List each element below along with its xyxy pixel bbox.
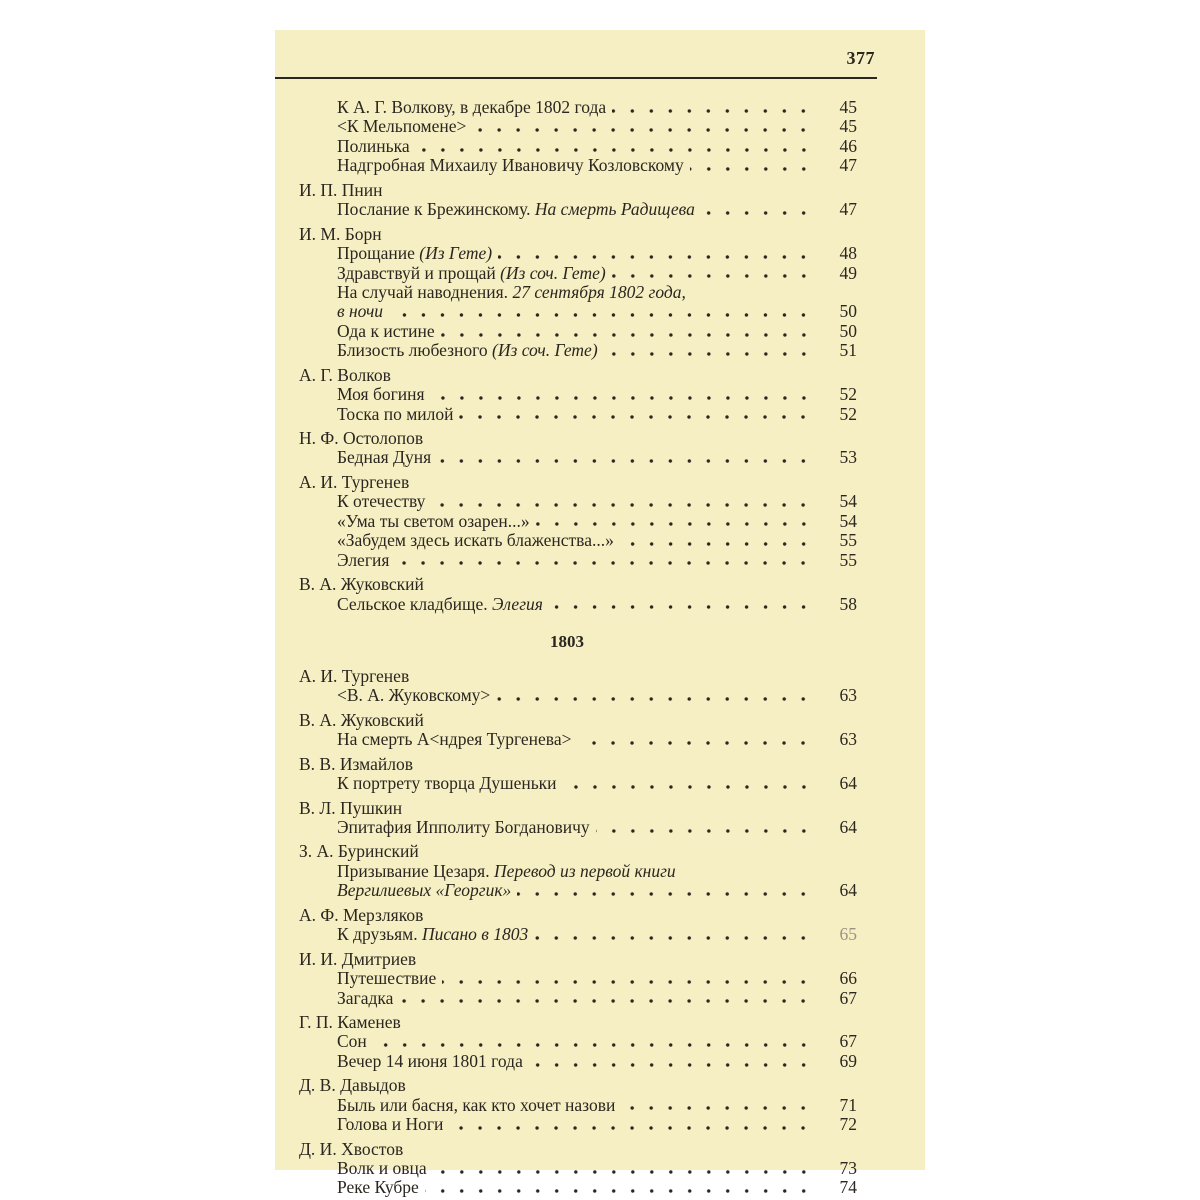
entry-page: 74: [839, 1177, 857, 1198]
entry-page: 63: [839, 729, 857, 750]
dot-leader: [563, 784, 813, 790]
entry-title-text: Быль или басня, как кто хочет назови: [337, 1094, 616, 1115]
toc-entry: [297, 322, 857, 341]
entry-page: 52: [839, 384, 857, 405]
toc-entry: [297, 818, 857, 837]
author-name: А. И. Тургенев: [299, 471, 410, 492]
entry-title-text: Путешествие: [337, 968, 437, 989]
dot-leader: [612, 273, 813, 279]
entry-page: 73: [839, 1158, 857, 1178]
author-name: А. Г. Волков: [299, 364, 391, 385]
entry-title: [337, 1178, 419, 1197]
entry-page: 63: [839, 685, 857, 706]
author-name: Д. В. Давыдов: [299, 1075, 406, 1096]
entry-title-text: «Забудем здесь искать блаженства...»: [337, 530, 614, 551]
dot-leader: [395, 560, 813, 566]
entry-page: 71: [839, 1094, 857, 1115]
toc-entry: [297, 989, 857, 1008]
entry-page: 65: [839, 924, 857, 945]
entry-page: 66: [839, 968, 857, 989]
table-of-contents: [297, 98, 857, 1198]
entry-title: [337, 283, 857, 302]
toc-entry: [297, 117, 857, 136]
toc-entry: [297, 1178, 857, 1197]
author-name: Н. Ф. Остолопов: [299, 428, 424, 448]
author-name: А. Ф. Мерзляков: [299, 904, 424, 925]
entry-title: [337, 200, 695, 219]
entry-title: [337, 1052, 523, 1071]
entry-title: [337, 322, 435, 341]
toc-entry: [297, 862, 857, 881]
dot-leader: [373, 1042, 813, 1048]
author-name: А. И. Тургенев: [299, 665, 410, 686]
entry-title-text: Элегия: [337, 549, 390, 570]
entry-title-text: Сон: [337, 1031, 367, 1052]
dot-leader: [416, 147, 813, 153]
toc-entry: [297, 137, 857, 156]
entry-page: 58: [839, 593, 857, 614]
entry-page: 69: [839, 1050, 857, 1071]
entry-title-text: На смерть А<ндрея Тургенева>: [337, 729, 572, 750]
entry-title-text: Волк и овца: [337, 1158, 427, 1178]
entry-title: [337, 264, 606, 283]
toc-entry: [297, 341, 857, 360]
toc-entry: [297, 925, 857, 944]
entry-title: [337, 492, 425, 511]
entry-page: 45: [839, 116, 857, 137]
dot-leader: [441, 332, 813, 338]
entry-title: [337, 1032, 367, 1051]
entry-title-text: Эпитафия Ипполиту Богдановичу: [337, 817, 590, 837]
entry-title: [337, 595, 543, 614]
entry-title: [337, 925, 528, 944]
entry-title-text: Надгробная Михаилу Ивановичу Козловскому: [337, 155, 684, 176]
entry-title-text: Реке Кубре: [337, 1177, 419, 1198]
entry-title-text: Тоска по милой: [337, 403, 454, 424]
entry-page: 47: [839, 155, 857, 176]
entry-title-text: <В. А. Жуковскому>: [337, 685, 491, 706]
toc-entry: [297, 1115, 857, 1134]
entry-title: [337, 730, 571, 749]
dot-leader: [690, 166, 813, 172]
entry-title: [337, 531, 614, 550]
entry-page: 52: [839, 403, 857, 424]
toc-entry: [297, 1096, 857, 1115]
toc-entry: [297, 264, 857, 283]
dot-leader: [549, 604, 813, 610]
entry-title-text: Здравствуй и прощай: [337, 262, 496, 283]
entry-page: 50: [839, 320, 857, 341]
dot-leader: [425, 1188, 813, 1194]
entry-page: 51: [839, 340, 857, 361]
dot-leader: [472, 127, 813, 133]
entry-page: 54: [839, 491, 857, 512]
entry-continuation: [337, 881, 511, 900]
entry-subtitle: (Из соч. Гете): [492, 340, 598, 361]
toc-entry: [297, 1159, 857, 1178]
dot-leader: [577, 740, 813, 746]
author-name: И. М. Борн: [299, 223, 382, 244]
entry-title: [337, 1159, 427, 1178]
dot-leader: [433, 1169, 813, 1175]
author-name: З. А. Буринский: [299, 841, 419, 862]
toc-entry: [297, 385, 857, 404]
entry-title: [337, 989, 393, 1008]
entry-title: [337, 818, 590, 837]
author-name: В. Л. Пушкин: [299, 797, 403, 818]
dot-leader: [701, 210, 813, 216]
entry-title-text: Призывание Цезаря.: [337, 860, 490, 881]
dot-leader: [529, 1062, 813, 1068]
entry-page: 47: [839, 199, 857, 220]
entry-title-text: На случай наводнения.: [337, 281, 509, 302]
author-name: В. А. Жуковский: [299, 709, 424, 730]
entry-page: 67: [839, 1031, 857, 1052]
toc-entry: [297, 595, 857, 614]
toc-entry: [297, 551, 857, 570]
dot-leader: [459, 414, 813, 420]
entry-subtitle: 27 сентября 1802 года,: [512, 281, 686, 302]
entry-subtitle: Перевод из первой книги: [493, 860, 676, 881]
entry-continuation-text: Вергилиевых «Георгик»: [337, 880, 512, 901]
entry-title: [337, 686, 490, 705]
dot-leader: [399, 998, 813, 1004]
toc-entry: [297, 448, 857, 467]
toc-entry: [297, 200, 857, 219]
entry-title-text: К отечеству: [337, 491, 426, 512]
entry-page: 45: [839, 97, 857, 117]
dot-leader: [437, 458, 813, 464]
entry-title: [337, 98, 606, 117]
section-year: 1803: [550, 631, 584, 651]
toc-entry: [297, 244, 857, 263]
toc-entry: [297, 969, 857, 988]
entry-page: 55: [839, 549, 857, 570]
entry-page: 64: [839, 817, 857, 837]
entry-page: 64: [839, 880, 857, 901]
spacer: [297, 614, 857, 622]
toc-entry: [297, 1052, 857, 1071]
author-name: И. И. Дмитриев: [299, 948, 417, 969]
entry-title-text: Ода к истине: [337, 320, 435, 341]
toc-entry-continuation: [297, 302, 857, 321]
entry-title: [337, 405, 453, 424]
entry-title: [337, 137, 410, 156]
entry-page: 48: [839, 243, 857, 264]
entry-title-text: Вечер 14 июня 1801 года: [337, 1050, 523, 1071]
entry-subtitle: Элегия: [492, 593, 543, 614]
toc-entry: [297, 405, 857, 424]
entry-title-text: Загадка: [337, 987, 394, 1008]
dot-leader: [431, 502, 813, 508]
author-name: Г. П. Каменев: [299, 1011, 401, 1032]
entry-page: 50: [839, 301, 857, 322]
entry-title: [337, 341, 598, 360]
entry-page: 67: [839, 987, 857, 1008]
dot-leader: [536, 521, 813, 527]
dot-leader: [449, 1125, 813, 1131]
entry-title: [337, 1096, 615, 1115]
entry-title: [337, 1115, 443, 1134]
author-name: В. А. Жуковский: [299, 574, 424, 595]
entry-title: [337, 448, 431, 467]
author-name: И. П. Пнин: [299, 179, 383, 200]
entry-title-text: Сельское кладбище.: [337, 593, 488, 614]
entry-page: 53: [839, 447, 857, 468]
entry-title: [337, 774, 557, 793]
entry-title-text: Голова и Ноги: [337, 1114, 444, 1135]
entry-title: [337, 512, 530, 531]
entry-title-text: Бедная Дуня: [337, 447, 432, 468]
entry-title-text: К портрету творца Душеньки: [337, 773, 557, 794]
toc-entry: [297, 1032, 857, 1051]
dot-leader: [498, 254, 813, 260]
entry-title-text: Близость любезного: [337, 340, 488, 361]
entry-continuation: [337, 302, 383, 321]
toc-entry: [297, 686, 857, 705]
entry-title-text: Послание к Брежинскому.: [337, 199, 531, 220]
entry-subtitle: На смерть Радищева: [534, 199, 695, 220]
entry-page: 54: [839, 510, 857, 531]
dot-leader: [496, 696, 813, 702]
dot-leader: [596, 828, 813, 834]
dot-leader: [431, 395, 813, 401]
dot-leader: [442, 979, 813, 985]
entry-title: [337, 969, 436, 988]
dot-leader: [612, 108, 813, 114]
dot-leader: [389, 312, 813, 318]
entry-page: 72: [839, 1114, 857, 1135]
dot-leader: [620, 541, 813, 547]
toc-entry: [297, 283, 857, 302]
toc-entry: [297, 774, 857, 793]
entry-page: 64: [839, 773, 857, 794]
entry-subtitle: Писано в 1803: [422, 924, 529, 945]
entry-title-text: Моя богиня: [337, 384, 425, 405]
entry-title-text: К А. Г. Волкову, в декабре 1802 года: [337, 97, 607, 117]
entry-title-text: Полинька: [337, 135, 410, 156]
toc-entry: [297, 156, 857, 175]
entry-title: [337, 862, 857, 881]
entry-title: [337, 156, 684, 175]
entry-title: [337, 385, 425, 404]
toc-entry: [297, 98, 857, 117]
entry-title-text: «Ума ты светом озарен...»: [337, 510, 530, 531]
entry-subtitle: (Из соч. Гете): [500, 262, 606, 283]
entry-title: [337, 244, 492, 263]
entry-page: 55: [839, 530, 857, 551]
dot-leader: [604, 351, 813, 357]
toc-entry-continuation: [297, 881, 857, 900]
author-name: В. В. Измайлов: [299, 753, 413, 774]
entry-title-text: <К Мельпомене>: [337, 116, 467, 137]
entry-subtitle: (Из Гете): [419, 243, 493, 264]
page-number: 377: [846, 48, 875, 68]
entry-title: [337, 551, 389, 570]
dot-leader: [534, 935, 813, 941]
author-name: Д. И. Хвостов: [299, 1138, 404, 1159]
entry-page: 46: [839, 135, 857, 156]
book-page: [275, 30, 925, 1198]
entry-page: 49: [839, 262, 857, 283]
entry-title-text: К друзьям.: [337, 924, 418, 945]
entry-title-text: Прощание: [337, 243, 415, 264]
entry-title: [337, 117, 466, 136]
entry-continuation-text: в ночи: [337, 301, 384, 322]
toc-entry: [297, 512, 857, 531]
dot-leader: [621, 1105, 813, 1111]
toc-entry: [297, 492, 857, 511]
header-rule: [275, 77, 877, 79]
toc-entry: [297, 531, 857, 550]
toc-entry: [297, 730, 857, 749]
dot-leader: [517, 891, 813, 897]
